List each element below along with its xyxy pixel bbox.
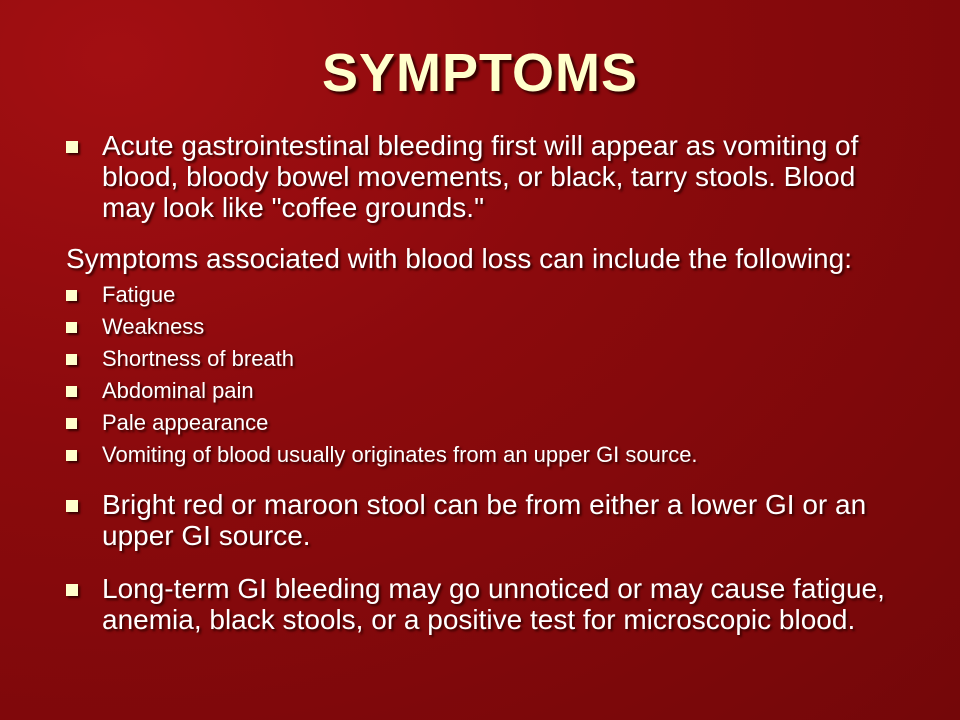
closing-bullet-item — [66, 489, 906, 551]
slide-body — [66, 130, 906, 635]
symptom-item-text: Weakness — [102, 314, 205, 339]
intro-bullet-item — [66, 130, 906, 223]
symptom-item-fatigue — [66, 282, 906, 307]
symptom-item-weakness — [66, 314, 906, 339]
square-bullet-icon — [66, 500, 78, 512]
symptom-item-shortness-of-breath — [66, 346, 906, 371]
square-bullet-icon — [66, 418, 77, 429]
square-bullet-icon — [66, 450, 77, 461]
closing-bullet-text: Long-term GI bleeding may go unnoticed or may cause fatigue, anemia, black stools, or a positive test for microscopic blood. — [102, 573, 885, 635]
closing-bullet-item — [66, 573, 906, 635]
symptom-item-text: Pale appearance — [102, 410, 269, 435]
intro-bullet-text: Acute gastrointestinal bleeding first will appear as vomiting of blood, bloody bowel movements, or black, tarry stools. Blood may look like "coffee grounds." — [102, 130, 859, 223]
symptom-item-pale-appearance — [66, 410, 906, 435]
symptom-item-text: Abdominal pain — [102, 378, 254, 403]
closing-bullet-text: Bright red or maroon stool can be from either a lower GI or an upper GI source. — [102, 489, 867, 551]
square-bullet-icon — [66, 141, 78, 153]
square-bullet-icon — [66, 290, 77, 301]
symptom-item-text: Fatigue — [102, 282, 176, 307]
square-bullet-icon — [66, 584, 78, 596]
symptom-list — [66, 282, 906, 467]
square-bullet-icon — [66, 386, 77, 397]
symptoms-paragraph: Symptoms associated with blood loss can include the following: — [66, 243, 852, 274]
symptom-item-text: Shortness of breath — [102, 346, 295, 371]
symptom-item-vomiting-of-blood — [66, 442, 906, 467]
square-bullet-icon — [66, 354, 77, 365]
symptom-item-abdominal-pain — [66, 378, 906, 403]
square-bullet-icon — [66, 322, 77, 333]
symptom-item-text: Vomiting of blood usually originates from an upper GI source. — [102, 442, 698, 467]
slide-title: SYMPTOMS — [321, 43, 639, 103]
